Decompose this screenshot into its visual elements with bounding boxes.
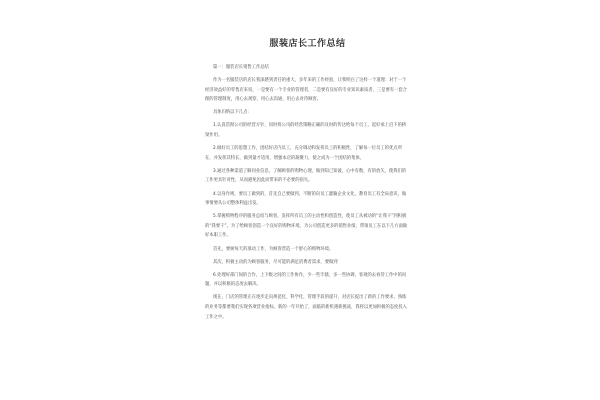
paragraph: 1.认真贯彻公司的经营方针，同时将公司的经营策略正确的及时的传达给每个员工，起好承上启下的桥梁作用。 (205, 123, 407, 139)
paragraph: 6.处理好部门间的合作，上下级之间的工作协作，少一些牢骚，多一些协调，客观的去看待工作中的问题，并以积极的态度去解决。 (205, 272, 407, 288)
paragraph: 3.通过各种渠道了解同业信息，了解顾客的购物心理，做到知己知彼，心中有数，有的放矢，使我们的工作更具针对性，从而避免因此而带来的不必要的损失。 (205, 168, 407, 184)
paragraph: 2.做好员工的思想工作，团结好店内员工，充分调动和发挥员工的积极性，了解每一位员工的优点所在，并发挥其特长，做到量才适用，增强本店的凝聚力，使之成为一个团结的集体。 (205, 146, 402, 161)
document-title: 服装店长工作总结 (269, 39, 346, 49)
paragraph: 现在，门店的管理正在逐步走向规范化、科学化，管理手段的提升，对店长提出了新的工作要求，熟练的业务等都要我们实现各项营业指标，新的一年开始了，面临的新机遇新挑战，我将以更加积极的态度投入工作之中。 (205, 295, 407, 320)
paragraph: 首先，要树每天的准动工作，为顾客营造一个舒心的购物环境。 (213, 246, 334, 252)
paragraph: 5.掌握购物程序的服务总结与顾客，发挥所有员工的主动性和创造性，使员工从被动的“让我干”到积极的“我要干”。为了给顾客创造一个良好的购物环境，为公司创造更多的销售业绩，带领员工在以下几方面做好本职工作。 (205, 214, 408, 239)
paragraph: 其次，积极主动的为顾客服务，尽可能的满足消费者需求，要做到 (213, 259, 338, 265)
paragraph: 作为一名服装店的店长我深感到责任的重大，多年来的工作经验，让我明白了这样一个道理：对于一个经济效益好的零售店来说，一是要有一个专业的管理者，二是要有良好的专业知识素质者，三是要有一套合理的管理制度，用心去观察，用心去沟通，用心去对待顾客。 (205, 78, 407, 103)
paragraph: 4.以身作则，要员工做到的，首先自己要做到，不断的向员工灌输企业文化，教育员工有全局意识，做事情要从公司整体利益出发。 (205, 191, 407, 207)
paragraph: 具体归纳以下几点： (213, 110, 252, 116)
paragraph: 篇一：服装店长销售工作总结 (213, 65, 269, 70)
